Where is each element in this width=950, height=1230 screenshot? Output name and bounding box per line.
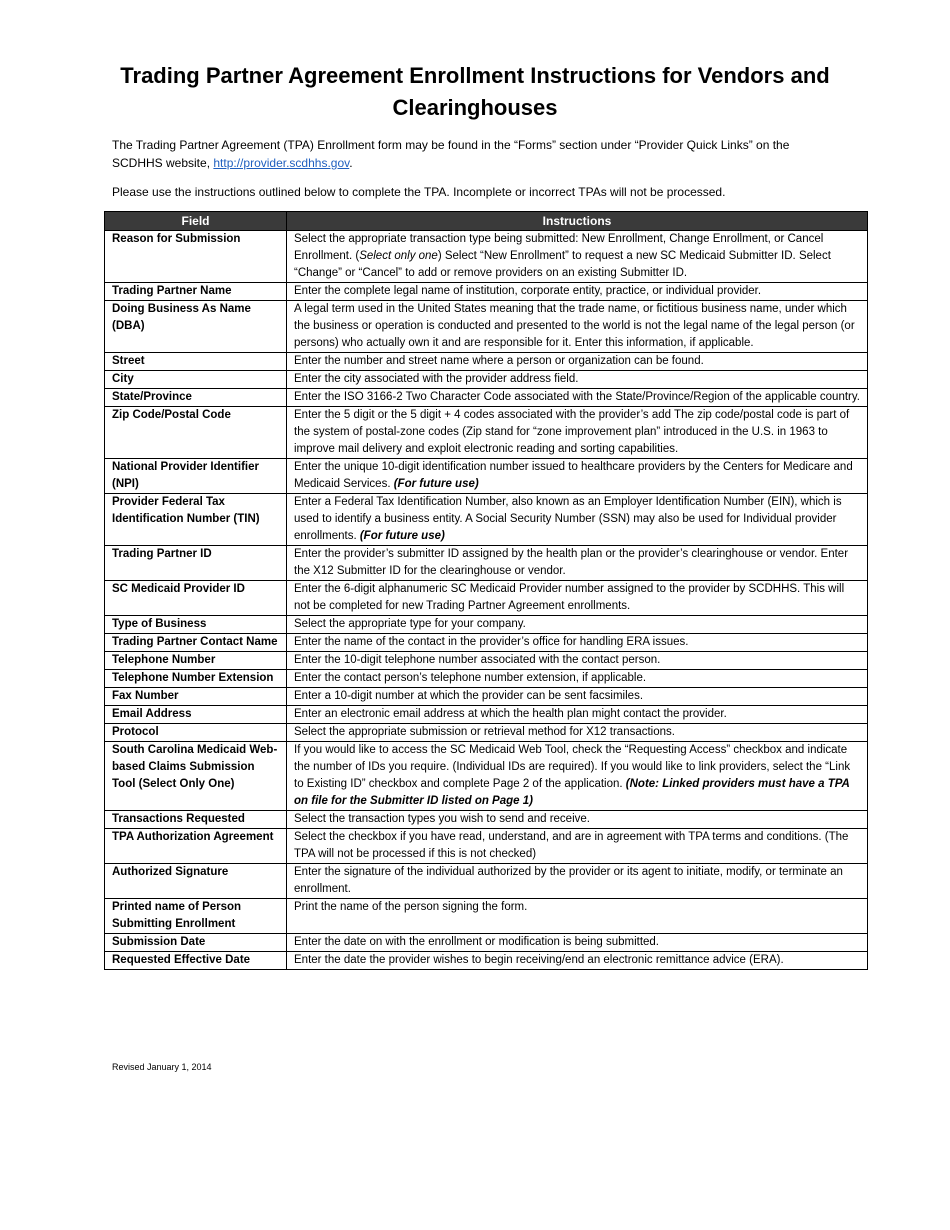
page-title: Trading Partner Agreement Enrollment Instructions for Vendors and Clearinghouses — [120, 63, 830, 120]
field-name-cell: Reason for Submission — [105, 231, 287, 283]
field-name-cell: Submission Date — [105, 934, 287, 952]
instruction-text: Enter the date on with the enrollment or modification is being submitted. — [294, 936, 660, 948]
instruction-text: Select the checkbox if you have read, understand, and are in agreement with TPA terms and conditions. (The TPA will not be processed if this is not checked) — [294, 831, 849, 860]
table-row — [105, 724, 868, 742]
field-name-cell: Trading Partner Contact Name — [105, 634, 287, 652]
field-name-cell: Authorized Signature — [105, 864, 287, 899]
instructions-cell — [287, 811, 868, 829]
table-row — [105, 546, 868, 581]
instructions-column-header: Instructions — [287, 212, 868, 231]
instruction-text: Enter the 5 digit or the 5 digit + 4 codes associated with the provider’s add The zip code/postal code is part of the system of postal-zone codes (Zip stand for “zone improvement plan” introduced in the U.S. in 1963 to improve mail delivery and exploit electronic reading and sorting capabilities. — [294, 409, 850, 455]
table-row — [105, 634, 868, 652]
instruction-text: Enter the signature of the individual authorized by the provider or its agent to initiate, modify, or terminate an enrollment. — [294, 866, 843, 895]
field-column-header: Field — [105, 212, 287, 231]
table-row — [105, 811, 868, 829]
instructions-cell — [287, 724, 868, 742]
table-row — [105, 829, 868, 864]
instructions-cell — [287, 706, 868, 724]
table-row — [105, 864, 868, 899]
instruction-text: Select the appropriate transaction type being submitted: New Enrollment, Change Enrollment, or Cancel Enrollment. ( — [294, 233, 824, 262]
instructions-cell — [287, 301, 868, 353]
table-row — [105, 371, 868, 389]
field-name-cell: Transactions Requested — [105, 811, 287, 829]
table-row — [105, 459, 868, 494]
table-row — [105, 670, 868, 688]
instructions-cell — [287, 389, 868, 407]
instructions-cell — [287, 283, 868, 301]
instruction-text: If you would like to access the SC Medicaid Web Tool, check the “Requesting Access” checkbox and indicate the number of IDs you require. (Individual IDs are required). If you would like to link providers, select the “Link to Existing ID” checkbox and complete Page 2 of the application. — [294, 744, 851, 790]
instructions-cell — [287, 231, 868, 283]
table-row — [105, 389, 868, 407]
instructions-cell — [287, 371, 868, 389]
instruction-text: Enter a 10-digit number at which the provider can be sent facsimiles. — [294, 690, 644, 702]
instruction-text: Enter the city associated with the provider address field. — [294, 373, 579, 385]
instruction-text: Select the transaction types you wish to send and receive. — [294, 813, 590, 825]
instruction-text: Enter the number and street name where a person or organization can be found. — [294, 355, 704, 367]
instruction-text: Enter the name of the contact in the provider’s office for handling ERA issues. — [294, 636, 689, 648]
instruction-text: Enter the unique 10-digit identification number issued to healthcare providers by the Centers for Medicare and Medicaid Services. — [294, 461, 853, 490]
instructions-cell — [287, 581, 868, 616]
emphasis-text: Select only one — [359, 250, 438, 262]
instruction-text: A legal term used in the United States meaning that the trade name, or fictitious business name, under which the business or operation is conducted and presented to the world is not the legal name of the legal person (or persons) who actually own it and are responsible for it. Enter this information, if applicable. — [294, 303, 855, 349]
instruction-text: Enter a Federal Tax Identification Number, also known as an Employer Identification Number (EIN), which is used to identify a business entity. A Social Security Number (SSN) may also be used for Individual provider enrollments. — [294, 496, 842, 542]
instructions-cell — [287, 670, 868, 688]
table-row — [105, 616, 868, 634]
instructions-cell — [287, 742, 868, 811]
table-row — [105, 283, 868, 301]
instruction-text: Enter the contact person’s telephone number extension, if applicable. — [294, 672, 647, 684]
field-name-cell: Fax Number — [105, 688, 287, 706]
emphasis-text: (For future use) — [393, 478, 479, 490]
field-name-cell: TPA Authorization Agreement — [105, 829, 287, 864]
instructions-cell — [287, 616, 868, 634]
field-name-cell: Doing Business As Name (DBA) — [105, 301, 287, 353]
instruction-text: Enter the provider’s submitter ID assigned by the health plan or the provider’s clearinghouse or vendor. Enter the X12 Submitter ID for the clearinghouse or vendor. — [294, 548, 849, 577]
table-row — [105, 652, 868, 670]
field-name-cell: Telephone Number — [105, 652, 287, 670]
intro-text-end: . — [349, 156, 353, 170]
instructions-cell — [287, 353, 868, 371]
instructions-cell — [287, 952, 868, 970]
table-row — [105, 952, 868, 970]
instruction-text: Select the appropriate type for your company. — [294, 618, 526, 630]
field-name-cell: State/Province — [105, 389, 287, 407]
table-row — [105, 494, 868, 546]
table-row — [105, 353, 868, 371]
instructions-cell — [287, 829, 868, 864]
field-name-cell: South Carolina Medicaid Web-based Claims Submission Tool (Select Only One) — [105, 742, 287, 811]
field-name-cell: Trading Partner Name — [105, 283, 287, 301]
instructions-note: Please use the instructions outlined below to complete the TPA. Incomplete or incorrect TPAs will not be processed. — [112, 185, 726, 199]
instruction-text: Select the appropriate submission or retrieval method for X12 transactions. — [294, 726, 675, 738]
field-name-cell: Requested Effective Date — [105, 952, 287, 970]
table-row — [105, 301, 868, 353]
table-row — [105, 407, 868, 459]
intro-text: The Trading Partner Agreement (TPA) Enrollment form may be found in the “Forms” section under “Provider Quick Links” on the SCDHHS website, — [112, 138, 790, 170]
field-name-cell: Trading Partner ID — [105, 546, 287, 581]
table-row — [105, 688, 868, 706]
instructions-cell — [287, 546, 868, 581]
table-body — [105, 231, 868, 970]
table-row — [105, 899, 868, 934]
field-name-cell: Email Address — [105, 706, 287, 724]
instructions-cell — [287, 934, 868, 952]
field-name-cell: Street — [105, 353, 287, 371]
instructions-cell — [287, 494, 868, 546]
instruction-text: Enter an electronic email address at which the health plan might contact the provider. — [294, 708, 727, 720]
revised-date: Revised January 1, 2014 — [112, 1062, 212, 1072]
instructions-cell — [287, 688, 868, 706]
emphasis-text: (For future use) — [359, 530, 445, 542]
instruction-text: Enter the 10-digit telephone number associated with the contact person. — [294, 654, 661, 666]
instructions-cell — [287, 634, 868, 652]
field-name-cell: Type of Business — [105, 616, 287, 634]
emphasis-text: (Note: Linked providers must have a TPA on file for the Submitter ID listed on Page 1) — [294, 778, 850, 807]
field-name-cell: Zip Code/Postal Code — [105, 407, 287, 459]
instruction-text: Enter the 6-digit alphanumeric SC Medicaid Provider number assigned to the provider by SCDHHS. This will not be completed for new Trading Partner Agreement enrollments. — [294, 583, 845, 612]
instructions-cell — [287, 864, 868, 899]
instruction-text: Print the name of the person signing the form. — [294, 901, 528, 913]
instructions-cell — [287, 459, 868, 494]
scdhhs-provider-link[interactable]: http://provider.scdhhs.gov — [213, 156, 350, 170]
field-name-cell: Telephone Number Extension — [105, 670, 287, 688]
table-row — [105, 706, 868, 724]
instructions-cell — [287, 652, 868, 670]
field-name-cell: Printed name of Person Submitting Enrollment — [105, 899, 287, 934]
field-name-cell: National Provider Identifier (NPI) — [105, 459, 287, 494]
intro-paragraph — [112, 136, 842, 172]
instruction-text: ) Select “New Enrollment” to request a new SC Medicaid Submitter ID. Select “Change” or “Cancel” to add or remove providers on an existing Submitter ID. — [294, 250, 831, 279]
instruction-text: Enter the ISO 3166-2 Two Character Code associated with the State/Province/Region of the applicable country. — [294, 391, 860, 403]
field-name-cell: Provider Federal Tax Identification Number (TIN) — [105, 494, 287, 546]
instruction-text: Enter the date the provider wishes to begin receiving/end an electronic remittance advice (ERA). — [294, 954, 784, 966]
field-name-cell: SC Medicaid Provider ID — [105, 581, 287, 616]
instructions-cell — [287, 407, 868, 459]
table-row — [105, 742, 868, 811]
table-row — [105, 581, 868, 616]
table-row — [105, 934, 868, 952]
instruction-text: Enter the complete legal name of institution, corporate entity, practice, or individual provider. — [294, 285, 762, 297]
instructions-cell — [287, 899, 868, 934]
field-name-cell: Protocol — [105, 724, 287, 742]
field-name-cell: City — [105, 371, 287, 389]
table-row — [105, 231, 868, 283]
table-header-row — [105, 212, 868, 231]
instructions-table — [104, 211, 868, 970]
